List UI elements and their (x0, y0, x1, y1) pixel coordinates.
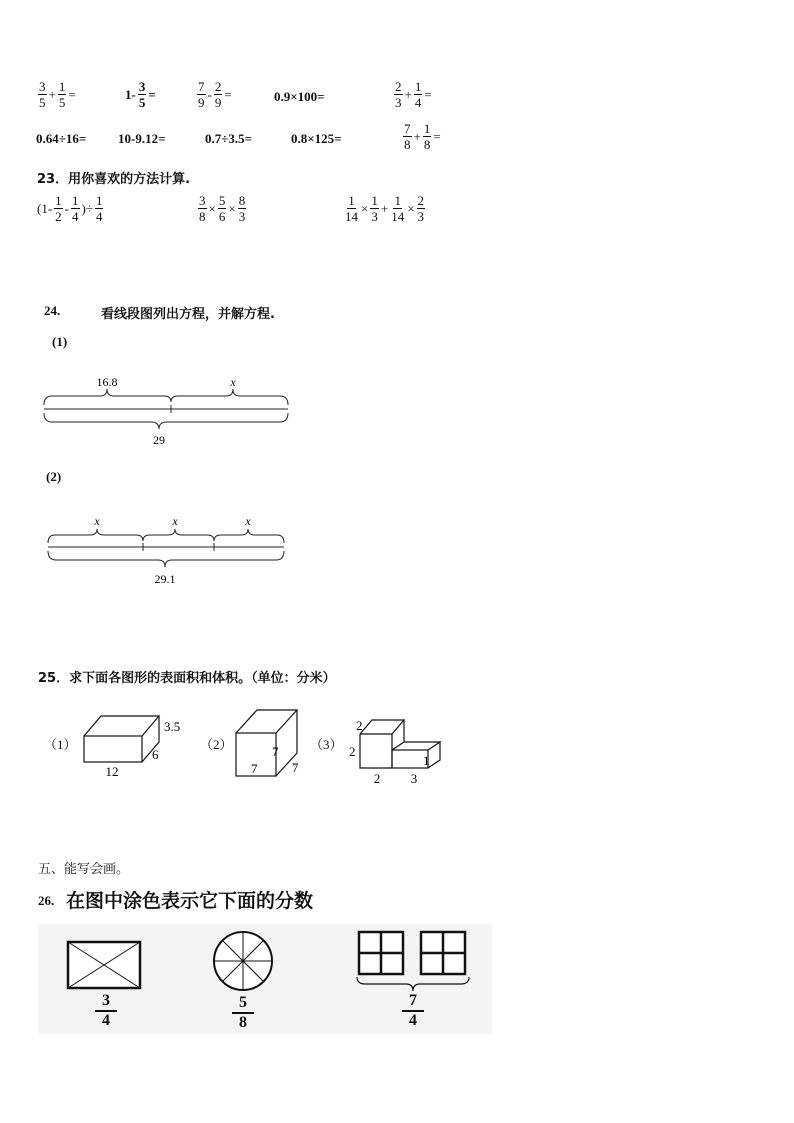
cuboid-width-label: 6 (152, 747, 159, 762)
cuboid-front (84, 736, 142, 762)
close-paren-divide: )÷ (81, 200, 93, 216)
q23-expr-3 (343, 194, 426, 223)
cuboid-figure (80, 712, 192, 782)
tall-block-front (360, 734, 392, 768)
numerator: 3 (95, 993, 117, 1012)
numerator: 3 (199, 193, 206, 208)
composite-label-bottom-left: 2 (373, 771, 381, 786)
fraction (414, 80, 423, 109)
segment-label-left: 16.8 (96, 375, 118, 389)
long-block-top (392, 742, 440, 750)
brace-top-3 (214, 529, 284, 543)
denominator: 3 (371, 209, 378, 224)
q26-number: 26. (38, 893, 55, 908)
denominator: 3 (417, 209, 425, 224)
denominator: 5 (39, 95, 46, 110)
fraction (138, 80, 147, 109)
denominator: 4 (409, 1012, 417, 1029)
segment-label-x2: x (172, 514, 178, 528)
operator: × (228, 200, 236, 216)
fraction (370, 194, 379, 223)
fraction (238, 194, 247, 223)
denominator: 2 (55, 209, 62, 224)
numerator: 1 (394, 193, 401, 208)
operator: + (404, 86, 412, 102)
segment-label-right: x (230, 375, 236, 389)
fraction (214, 80, 223, 109)
cube-label-c: 7 (292, 760, 299, 775)
denominator: 14 (391, 209, 405, 224)
calc-expr-10 (402, 122, 442, 151)
numerator: 2 (417, 193, 425, 208)
operator: - (207, 86, 212, 102)
cuboid-height-label: 3.5 (164, 719, 181, 734)
fraction (198, 194, 207, 223)
q25-title: 25．求下面各图形的表面积和体积。（单位：分米） (38, 671, 336, 686)
segment-label-x1: x (94, 514, 100, 528)
brace (357, 977, 469, 991)
denominator: 8 (239, 1014, 247, 1031)
lead-term: 1- (125, 86, 136, 102)
numerator: 1 (348, 193, 355, 208)
numerator: 8 (238, 193, 246, 208)
q23-title: 23．用你喜欢的方法计算. (37, 172, 191, 187)
operator: - (64, 200, 70, 216)
denominator: 14 (345, 209, 358, 224)
fraction (423, 122, 432, 151)
numerator: 1 (423, 121, 431, 136)
denominator: 8 (423, 137, 431, 152)
numerator: 7 (198, 79, 205, 94)
numerator: 1 (95, 193, 103, 208)
q23-expr-2 (197, 194, 247, 223)
fraction (403, 122, 412, 151)
numerator: 7 (404, 121, 411, 136)
numerator: 5 (232, 995, 254, 1014)
brace-top-2 (143, 529, 214, 541)
fraction (390, 194, 405, 223)
q25-figure2-label: （2） (200, 737, 233, 752)
q25-figure1-label: （1） (44, 737, 77, 752)
numerator: 3 (39, 79, 46, 94)
equals-sign: = (68, 86, 76, 102)
equals-sign: = (424, 86, 432, 102)
calc-expr-4: 0.9×100= (274, 89, 325, 104)
fraction (58, 80, 67, 109)
operator: + (380, 200, 389, 216)
denominator: 5 (58, 95, 66, 110)
open-paren: (1- (37, 200, 53, 216)
equals-sign: = (224, 86, 232, 102)
numerator: 3 (138, 79, 146, 94)
fraction (197, 80, 206, 109)
fraction (218, 194, 227, 223)
tall-block-top (360, 720, 404, 734)
fraction (95, 194, 104, 223)
cuboid-top (84, 716, 159, 736)
denominator: 5 (138, 95, 146, 110)
fraction (394, 80, 403, 109)
composite-label-bottom-right: 3 (410, 771, 418, 786)
q24-part2-label: (2) (46, 469, 62, 484)
segment-label-total: 29.1 (154, 572, 176, 586)
numerator: 1 (55, 193, 62, 208)
fraction-five-eighths (232, 995, 254, 1031)
denominator: 9 (214, 95, 222, 110)
fraction (344, 194, 359, 223)
operator: × (361, 200, 369, 216)
q25-figure3-label: （3） (310, 737, 343, 752)
operator: + (413, 128, 421, 144)
segment-label-x3: x (245, 514, 251, 528)
composite-label-right: 1 (423, 753, 430, 768)
segment-diagram-2 (44, 512, 288, 588)
denominator: 8 (404, 137, 411, 152)
numerator: 7 (402, 993, 424, 1012)
fraction (38, 80, 47, 109)
numerator: 1 (58, 79, 66, 94)
numerator: 1 (371, 193, 378, 208)
equals-sign: = (148, 86, 156, 102)
q23-expr-1 (36, 194, 104, 223)
composite-label-left: 2 (349, 744, 356, 759)
fraction-three-quarters (95, 993, 117, 1029)
fraction (54, 194, 63, 223)
fraction (71, 194, 80, 223)
numerator: 2 (214, 79, 222, 94)
numerator: 1 (414, 79, 422, 94)
cube-figure (232, 706, 310, 782)
denominator: 4 (72, 209, 79, 224)
calc-expr-8: 0.7÷3.5= (205, 131, 253, 146)
denominator: 8 (199, 209, 206, 224)
segment-diagram-1 (40, 372, 292, 450)
q24-number: 24. (44, 303, 61, 318)
equals-sign: = (433, 128, 441, 144)
denominator: 4 (102, 1012, 110, 1029)
denominator: 3 (395, 95, 402, 110)
calc-expr-9: 0.8×125= (291, 131, 342, 146)
cube-label-b: 7 (251, 761, 258, 776)
operator: × (407, 200, 415, 216)
calc-expr-1 (37, 80, 77, 109)
denominator: 6 (218, 209, 226, 224)
q26-figures-panel (39, 924, 492, 1034)
numerator: 2 (395, 79, 402, 94)
brace-top-1 (48, 529, 143, 543)
operator: × (208, 200, 216, 216)
denominator: 4 (414, 95, 422, 110)
cube-label-a: 7 (272, 744, 279, 759)
calc-expr-2 (124, 80, 157, 109)
q24-title: 看线段图列出方程，并解方程. (101, 307, 275, 322)
calc-expr-3 (196, 80, 233, 109)
operator: + (48, 86, 56, 102)
composite-solid-figure (344, 712, 444, 790)
calc-expr-5 (393, 80, 433, 109)
denominator: 3 (238, 209, 246, 224)
brace-top-left (44, 389, 171, 405)
denominator: 4 (95, 209, 103, 224)
composite-label-top: 2 (356, 718, 363, 733)
brace-bottom (48, 551, 284, 567)
calc-expr-6: 0.64÷16= (36, 131, 87, 146)
section5-title: 五、能写会画。 (38, 862, 130, 877)
cube-top (236, 710, 297, 733)
brace-bottom (44, 413, 288, 429)
calc-expr-7: 10-9.12= (118, 131, 166, 146)
q24-part1-label: (1) (52, 334, 68, 349)
segment-label-total: 29 (153, 433, 165, 447)
numerator: 5 (218, 193, 226, 208)
fraction (417, 194, 426, 223)
q26-title: 在图中涂色表示它下面的分数 (66, 890, 314, 912)
brace-top-right (171, 389, 288, 405)
cuboid-length-label: 12 (105, 764, 119, 779)
denominator: 9 (198, 95, 205, 110)
numerator: 1 (72, 193, 79, 208)
fraction-seven-quarters (402, 993, 424, 1029)
